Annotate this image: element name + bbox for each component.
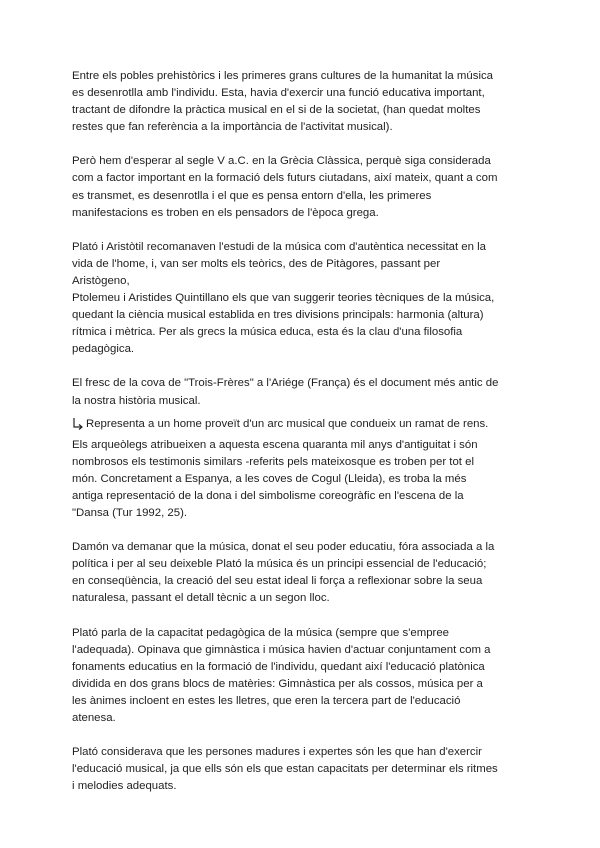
paragraph-prehistoric-cultures: Entre els pobles prehistòrics i les primeres grans cultures de la humanitat la música es desenrotlla amb l'individu. Esta, havia d'exercir una funció educativa important, tractant de difondre la pràctica musical en el si de la societat, (han quedat moltes restes que fan referència a la importància de l'activitat musical). — [72, 70, 494, 134]
paragraph-trois-freres: El fresc de la cova de "Trois-Frères" a l'Ariége (França) és el document més antic de la nostra història musical. — [72, 377, 499, 407]
arrow-annotation — [72, 416, 524, 433]
document-body — [72, 68, 524, 812]
paragraph-plato-pedagogy: Plató parla de la capacitat pedagògica de la música (sempre que s'empree l'adequada). Opinava que gimnàstica i música havien d'actuar conjuntament com a fonaments educatius en la formació de l'individu, quedant així l'educació platònica dividida en dos grans blocs de matèries: Gimnàstica per als cossos, música per a les ànimes incloent en estes les lletres, que eren la tercera part de l'educació atenesa. — [72, 626, 491, 724]
paragraph-damon: Damón va demanar que la música, donat el seu poder educatiu, fóra associada a la política i per al seu deixeble Plató la música és un principi essencial de l'educació; en conseqüència, la creació del seu estat ideal li força a reflexionar sobre la seua naturalesa, passant el detall tècnic a un segon lloc. — [72, 541, 495, 605]
paragraph-plato-experts: Plató considerava que les persones madures i expertes són les que han d'exercir l'educació musical, ja que ells són els que estan capacitats per determinar els ritmes i melodies adequats. — [72, 746, 498, 793]
paragraph-classical-greece: Però hem d'esperar al segle V a.C. en la Grècia Clàssica, perquè siga considerada com a factor important en la formació dels futurs ciutadans, així mateix, quant a com es transmet, es desenrotlla i el que es pensa entorn d'ella, les primeres manifestacions es troben en els pensadors de l'època grega. — [72, 155, 498, 219]
return-arrow-icon — [72, 417, 84, 431]
paragraph-plato-aristotle: Plató i Aristòtil recomanaven l'estudi de la música com d'autèntica necessitat en la vida de l'home, i, van ser molts els teòrics, des de Pitàgores, passant per Aristògeno, Ptolemeu i Aristides Quintillano els que van suggerir teories tècniques de la música, quedant la ciència musical establida en tres divisions principals: harmonia (altura) rítmica i mètrica. Per als grecs la música educa, esta és la clau d'una filosofia pedagògica. — [72, 240, 495, 356]
arrow-annotation-text: Representa a un home proveït d'un arc musical que condueix un ramat de rens. — [86, 417, 489, 430]
paragraph-archaeologists: Els arqueòlegs atribueixen a aquesta escena quaranta mil anys d'antiguitat i són nombrosos els testimonis similars -referits pels mateixosque es troben per tot el món. Concretament a Espanya, a les coves de Cogul (Lleida), es troba la més antiga representació de la dona i del simbolisme coreogràfic en l'escena de la "Dansa (Tur 1992, 25). — [72, 438, 478, 520]
